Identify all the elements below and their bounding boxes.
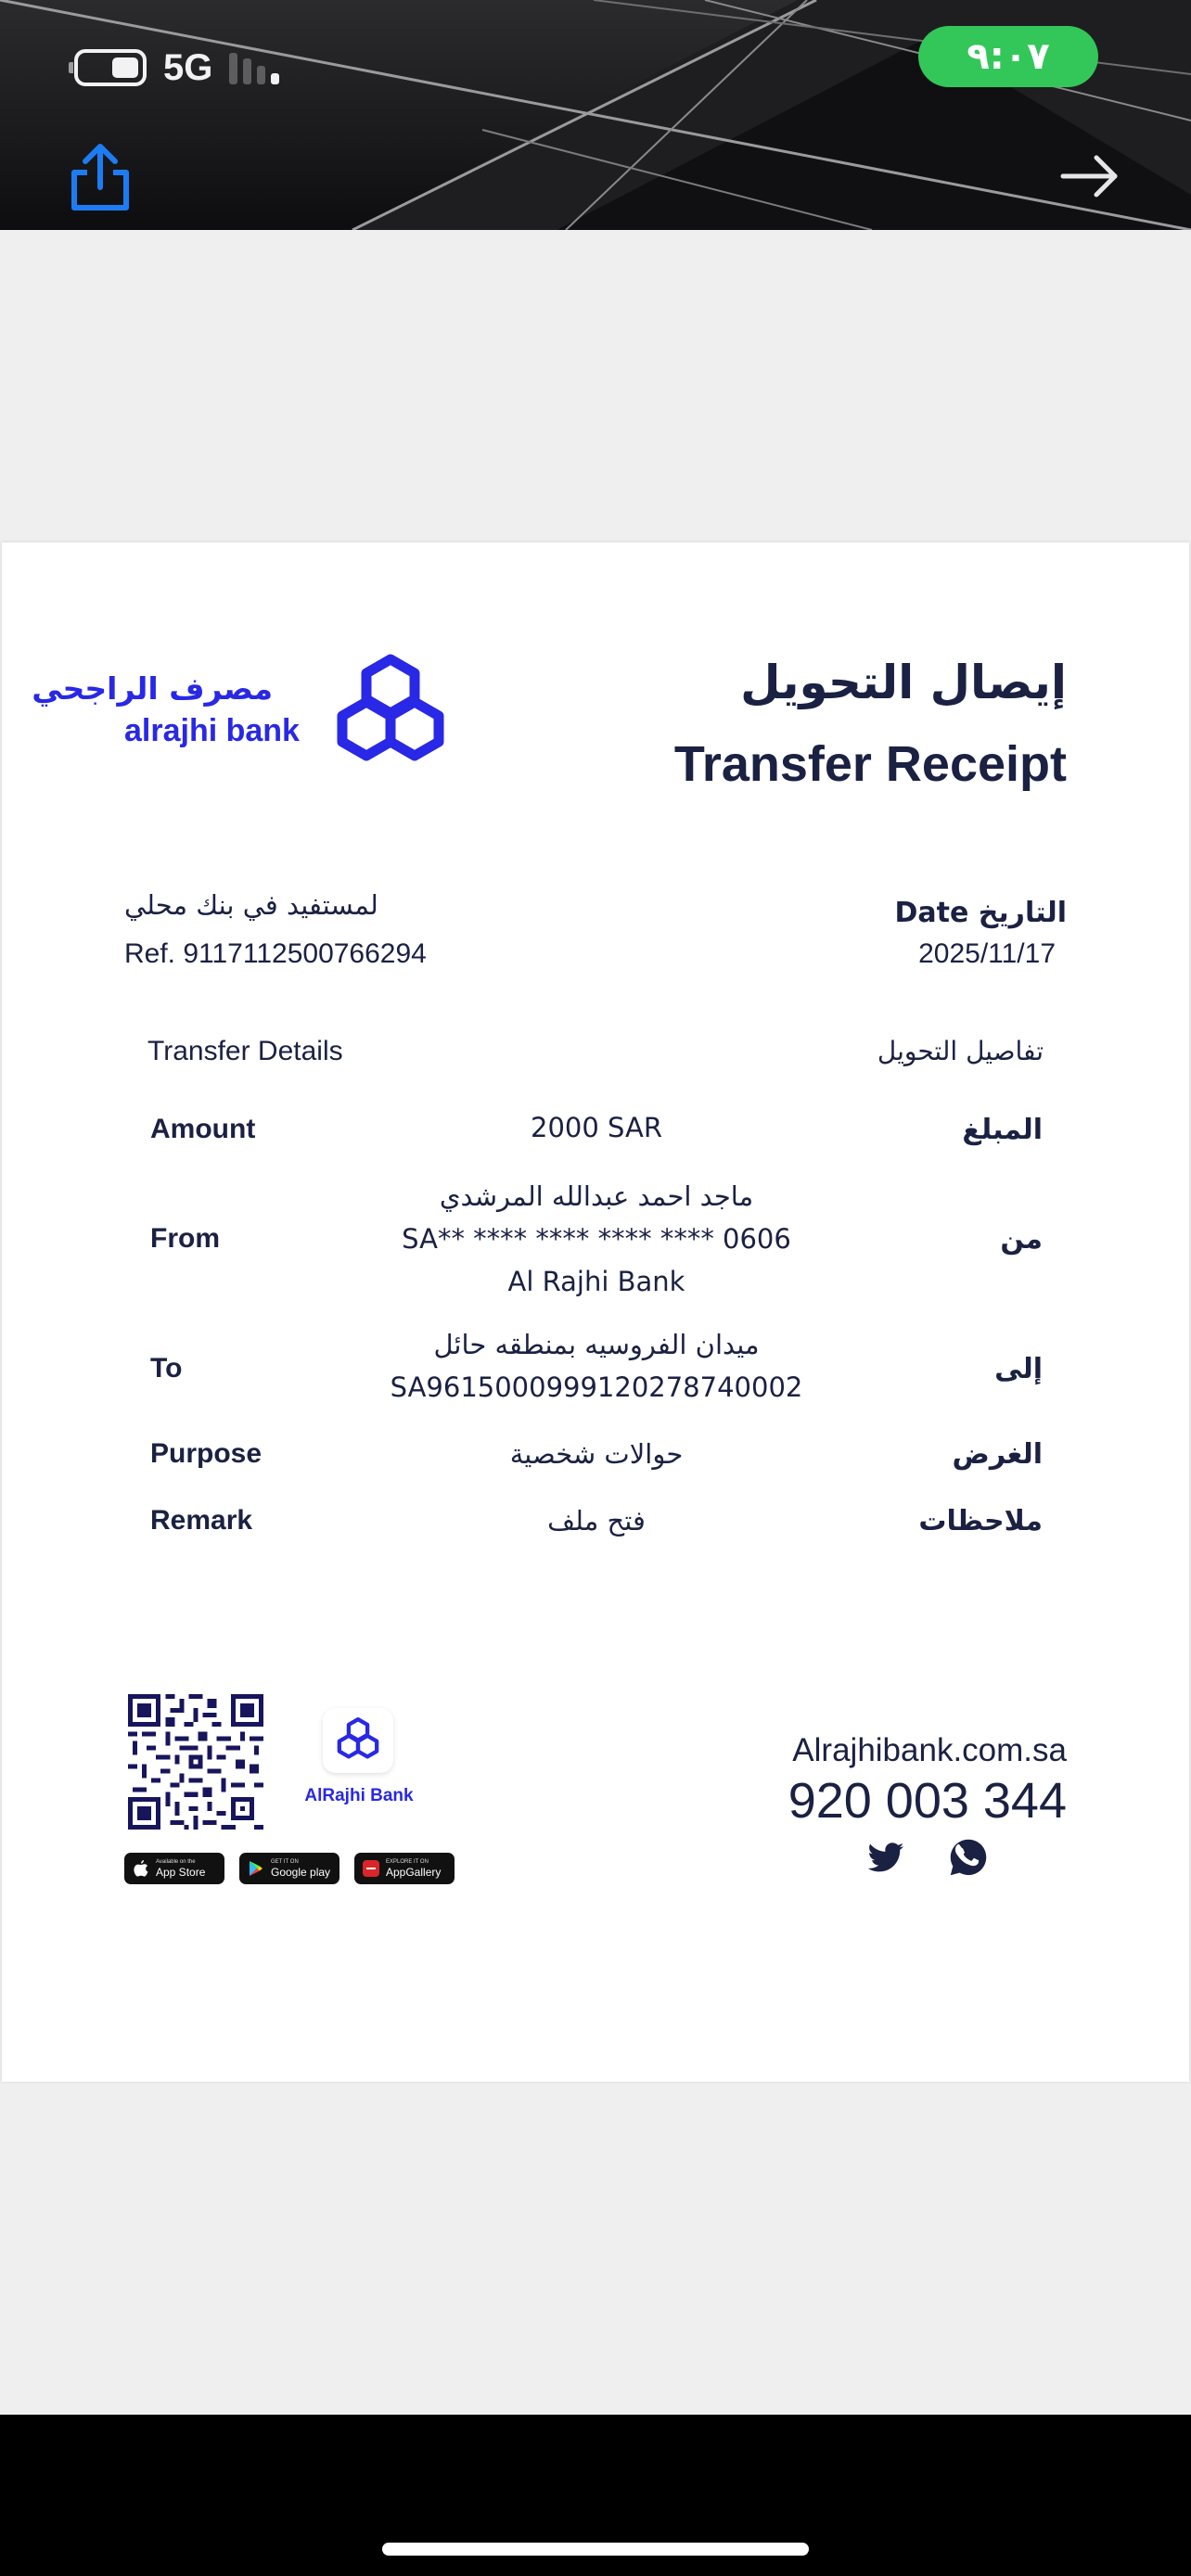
amount-value bbox=[317, 1106, 876, 1149]
amount-label-ar: المبلغ bbox=[962, 1114, 1043, 1146]
status-bar bbox=[74, 45, 279, 91]
forward-button[interactable] bbox=[1057, 148, 1122, 204]
details-heading-en: Transfer Details bbox=[147, 1036, 343, 1066]
sender-name: ماجد احمد عبدالله المرشدي bbox=[439, 1180, 754, 1212]
to-label-ar: إلى bbox=[994, 1353, 1043, 1385]
qr-code bbox=[128, 1694, 263, 1830]
huawei-icon bbox=[362, 1859, 380, 1878]
details-heading-ar: تفاصيل التحويل bbox=[877, 1036, 1044, 1066]
recipient-name: ميدان الفروسيه بمنطقه حائل bbox=[433, 1329, 760, 1360]
reference-number: Ref. 9117112500766294 bbox=[124, 938, 427, 969]
to-label-en: To bbox=[150, 1353, 183, 1384]
recipient-iban: SA9615000999120278740002 bbox=[390, 1371, 803, 1403]
sender-bank: Al Rajhi Bank bbox=[507, 1266, 685, 1297]
home-indicator[interactable] bbox=[382, 2543, 809, 2556]
whatsapp-link[interactable] bbox=[948, 1837, 989, 1878]
to-row bbox=[150, 1323, 1043, 1412]
network-type: 5G bbox=[163, 47, 213, 88]
from-label-ar: من bbox=[1000, 1223, 1043, 1256]
purpose-value bbox=[317, 1433, 876, 1475]
alrajhi-logo-icon bbox=[328, 654, 453, 774]
sender-account: SA** **** **** **** **** 0606 bbox=[402, 1223, 791, 1255]
brand-name-en: alrajhi bank bbox=[124, 713, 300, 748]
brand-logo-group bbox=[32, 654, 458, 774]
phone-number[interactable]: 920 003 344 bbox=[788, 1773, 1067, 1829]
arrow-right-icon bbox=[1057, 148, 1122, 204]
alrajhi-app-icon bbox=[334, 1716, 382, 1765]
remark-value bbox=[317, 1499, 876, 1542]
google-play-icon bbox=[247, 1859, 265, 1878]
top-toolbar bbox=[0, 0, 1191, 230]
beneficiary-type: لمستفيد في بنك محلي bbox=[124, 889, 378, 921]
google-play-badge[interactable] bbox=[239, 1853, 339, 1884]
apple-icon bbox=[132, 1859, 150, 1878]
app-gallery-title: AppGallery bbox=[386, 1866, 442, 1879]
bottom-system-bar bbox=[0, 2415, 1191, 2576]
from-row bbox=[150, 1175, 1043, 1305]
battery-icon bbox=[74, 49, 147, 86]
app-store-caption: Available on the bbox=[156, 1859, 196, 1865]
purpose-text: حوالات شخصية bbox=[509, 1438, 684, 1470]
status-time: ٩:٠٧ bbox=[918, 26, 1098, 87]
purpose-label-en: Purpose bbox=[150, 1438, 263, 1469]
from-label-en: From bbox=[150, 1223, 220, 1254]
app-gallery-caption: EXPLORE IT ON bbox=[386, 1859, 429, 1865]
purpose-row bbox=[150, 1433, 1043, 1479]
google-play-title: Google play bbox=[271, 1866, 331, 1879]
amount-row bbox=[150, 1106, 1043, 1153]
amount-label-en: Amount bbox=[150, 1114, 256, 1144]
amount-text: 2000 SAR bbox=[531, 1112, 662, 1143]
whatsapp-icon bbox=[948, 1837, 989, 1878]
date-label: Date التاريخ bbox=[894, 897, 1067, 929]
date-value: 2025/11/17 bbox=[918, 938, 1056, 969]
purpose-label-ar: الغرض bbox=[952, 1438, 1043, 1471]
from-value bbox=[317, 1175, 876, 1303]
share-button[interactable] bbox=[65, 141, 135, 215]
signal-strength-icon bbox=[229, 51, 279, 84]
app-gallery-badge[interactable] bbox=[354, 1853, 455, 1884]
remark-label-ar: ملاحظات bbox=[918, 1505, 1043, 1537]
google-play-caption: GET IT ON bbox=[271, 1859, 299, 1865]
app-label: AlRajhi Bank bbox=[304, 1786, 414, 1805]
remark-row bbox=[150, 1499, 1043, 1546]
remark-text: فتح ملف bbox=[547, 1505, 646, 1537]
share-icon bbox=[65, 141, 135, 215]
remark-label-en: Remark bbox=[150, 1505, 253, 1536]
app-store-title: App Store bbox=[156, 1866, 206, 1879]
receipt-title-ar: إيصال التحويل bbox=[740, 656, 1067, 709]
brand-name-ar: مصرف الراجحي bbox=[32, 670, 273, 707]
to-value bbox=[317, 1323, 876, 1409]
website-link[interactable]: Alrajhibank.com.sa bbox=[792, 1732, 1067, 1768]
receipt-title-en: Transfer Receipt bbox=[673, 736, 1067, 792]
app-logo-tile bbox=[323, 1708, 393, 1773]
app-store-badge[interactable] bbox=[124, 1853, 224, 1884]
transfer-receipt bbox=[2, 542, 1189, 2082]
twitter-icon bbox=[866, 1839, 905, 1878]
twitter-link[interactable] bbox=[866, 1839, 905, 1878]
